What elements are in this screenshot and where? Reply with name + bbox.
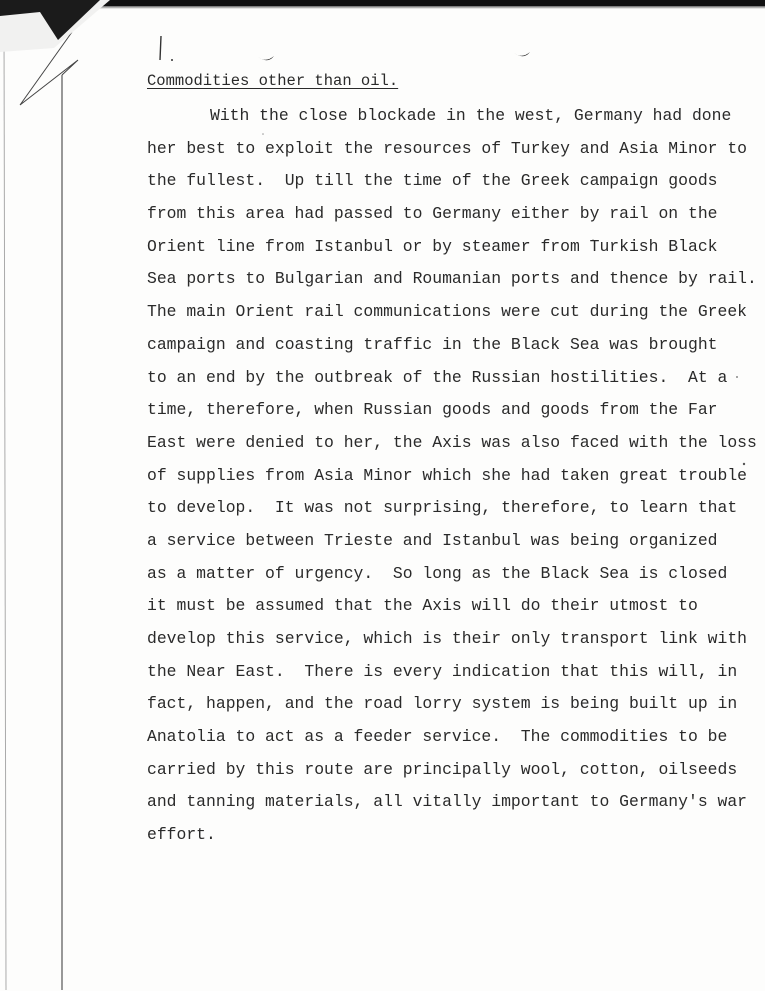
text-line: from this area had passed to Germany either by rail on the [147, 204, 718, 224]
text-line: of supplies from Asia Minor which she had taken great trouble [147, 465, 747, 485]
text-line: East were denied to her, the Axis was also faced with the loss [147, 432, 757, 452]
text-line: it must be assumed that the Axis will do their utmost to [147, 596, 698, 616]
section-heading: Commodities other than oil. [147, 72, 399, 90]
text-line: campaign and coasting traffic in the Black Sea was brought [147, 334, 718, 354]
text-line: With the close blockade in the west, Germany had done [210, 106, 732, 125]
text-line: develop this service, which is their only transport link with [147, 629, 747, 648]
text-line: Orient line from Istanbul or by steamer from Turkish Black [147, 236, 718, 256]
pencil-mark [160, 36, 161, 60]
punch-mark-left [258, 56, 274, 60]
text-line: the fullest. Up till the time of the Greek campaign goods [147, 171, 718, 191]
text-line: time, therefore, when Russian goods and goods from the Far [147, 400, 718, 420]
text-line: a service between Trieste and Istanbul was being organized [147, 530, 718, 550]
text-line: Sea ports to Bulgarian and Roumanian ports and thence by rail. [147, 269, 757, 289]
text-line: the Near East. There is every indication that this will, in [147, 661, 738, 681]
text-line: to develop. It was not surprising, therefore, to learn that [147, 498, 738, 518]
pencil-dot [171, 59, 173, 61]
text-line: Anatolia to act as a feeder service. The commodities to be [147, 727, 728, 747]
text-line: The main Orient rail communications were cut during the Greek [147, 302, 747, 322]
text-line: carried by this route are principally wool, cotton, oilseeds [147, 759, 738, 779]
text-line: effort. [147, 825, 216, 845]
text-line: to an end by the outbreak of the Russian hostilities. At a [147, 367, 728, 387]
text-line: and tanning materials, all vitally important to Germany's war [147, 792, 747, 812]
text-line: as a matter of urgency. So long as the Black Sea is closed [147, 563, 728, 583]
punch-mark-right [514, 52, 530, 56]
binding-line-outer [4, 20, 6, 990]
text-line: her best to exploit the resources of Turkey and Asia Minor to [147, 138, 747, 158]
text-line: fact, happen, and the road lorry system is being built up in [147, 694, 738, 714]
body-text [147, 100, 757, 852]
